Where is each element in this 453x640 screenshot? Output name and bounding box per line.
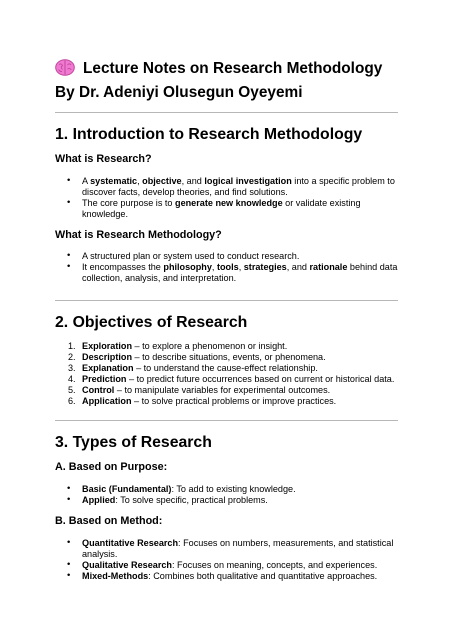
subheading-what-is-research-methodology: What is Research Methodology?: [55, 229, 222, 241]
list-item: • The core purpose is to generate new knowledge or validate existing knowledge.: [55, 198, 400, 220]
list-item: 3. Explanation – to understand the cause-effect relationship.: [68, 362, 318, 373]
purpose-types-list: [55, 484, 400, 506]
section-3-heading: 3. Types of Research: [55, 434, 212, 451]
list-item: • Basic (Fundamental): To add to existing knowledge.: [55, 484, 400, 495]
list-item: • A systematic, objective, and logical investigation into a specific problem to discover facts, develop theories, and find solutions.: [55, 176, 400, 198]
list-item: 5. Control – to manipulate variables for experimental outcomes.: [68, 384, 331, 395]
list-item: • Mixed-Methods: Combines both qualitative and quantitative approaches.: [55, 571, 400, 582]
subheading-what-is-research: What is Research?: [55, 153, 152, 165]
section-1-heading: 1. Introduction to Research Methodology: [55, 126, 363, 143]
objectives-list: [55, 341, 400, 406]
section-2-heading: 2. Objectives of Research: [55, 314, 248, 331]
document-title-text: Lecture Notes on Research Methodology By Dr. Adeniyi Olusegun Oyeyemi: [55, 60, 383, 101]
document-title: [55, 58, 405, 103]
list-item: • Qualitative Research: Focuses on meaning, concepts, and experiences.: [55, 560, 400, 571]
list-item: • It encompasses the philosophy, tools, strategies, and rationale behind data collection, analysis, and interpretation.: [55, 262, 400, 284]
horizontal-rule: [55, 112, 398, 113]
horizontal-rule: [55, 300, 398, 301]
list-item: 6. Application – to solve practical problems or improve practices.: [68, 395, 337, 406]
list-item: 4. Prediction – to predict future occurrences based on current or historical data.: [68, 373, 395, 384]
methodology-definition-list: [55, 251, 400, 284]
brain-icon: [55, 59, 75, 82]
method-types-list: [55, 538, 400, 582]
list-item: • A structured plan or system used to conduct research.: [55, 251, 400, 262]
list-item: 2. Description – to describe situations, events, or phenomena.: [68, 351, 326, 362]
list-item: • Applied: To solve specific, practical problems.: [55, 495, 400, 506]
horizontal-rule: [55, 420, 398, 421]
subheading-based-on-purpose: A. Based on Purpose:: [55, 461, 168, 473]
list-item: 1. Exploration – to explore a phenomenon or insight.: [68, 341, 288, 351]
list-item: • Quantitative Research: Focuses on numbers, measurements, and statistical analysis.: [55, 538, 400, 560]
subheading-based-on-method: B. Based on Method:: [55, 515, 163, 527]
research-definition-list: [55, 176, 400, 220]
